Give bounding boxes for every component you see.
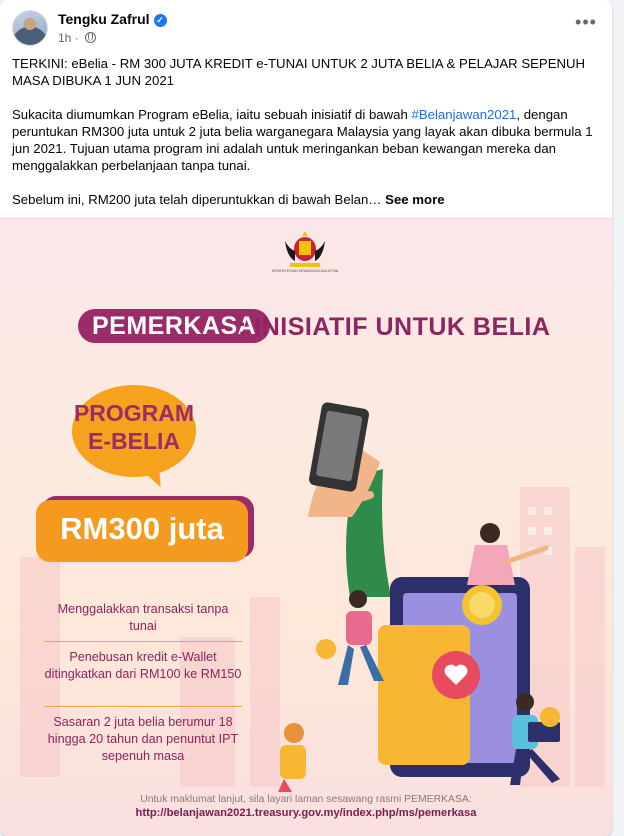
ministry-label: KEMENTERIAN KEWANGAN MALAYSIA bbox=[271, 269, 339, 273]
title-rest: : INISIATIF UNTUK BELIA bbox=[238, 313, 551, 341]
feature-item-2: Penebusan kredit e-Wallet ditingkatkan dari RM100 ke RM150 bbox=[44, 650, 242, 681]
post-timestamp[interactable]: 1h bbox=[58, 31, 72, 45]
post-meta: 1h · bbox=[58, 31, 96, 45]
program-line-2: E-BELIA bbox=[88, 428, 180, 454]
footer-url: http://belanjawan2021.treasury.gov.my/index.php/ms/pemerkasa bbox=[135, 807, 477, 819]
feature-divider bbox=[44, 706, 242, 707]
feature-item-1: Menggalakkan transaksi tanpa tunai bbox=[57, 602, 229, 633]
feature-item-3: Sasaran 2 juta belia berumur 18 hingga 20 tahun dan penuntut IPT sepenuh masa bbox=[47, 715, 239, 763]
program-label bbox=[72, 399, 196, 455]
body-text-before: Sukacita diumumkan Program eBelia, iaitu sebuah inisiatif di bawah bbox=[12, 107, 412, 122]
post-text bbox=[12, 55, 604, 225]
post-headline: TERKINI: eBelia - RM 300 JUTA KREDIT e-TUNAI UNTUK 2 JUTA BELIA & PELAJAR SEPENUH MASA DIBUKA 1 JUN 2021 bbox=[12, 56, 586, 88]
author-name[interactable]: Tengku Zafrul bbox=[58, 11, 150, 27]
author-name-row bbox=[58, 11, 167, 27]
footer-note: Untuk maklumat lanjut, sila layari laman sesawang rasmi PEMERKASA: bbox=[140, 794, 472, 805]
post-image[interactable] bbox=[0, 217, 612, 836]
title-pill: PEMERKASA bbox=[78, 309, 270, 343]
ministry-crest-logo bbox=[280, 231, 330, 269]
more-options-icon[interactable]: ••• bbox=[575, 12, 597, 32]
youth-illustration bbox=[260, 367, 612, 792]
truncated-text: Sebelum ini, RM200 juta telah diperuntukkan di bawah Belan… bbox=[12, 192, 382, 207]
verified-badge-icon: ✓ bbox=[154, 14, 167, 27]
post-body-truncated bbox=[12, 191, 604, 208]
program-line-1: PROGRAM bbox=[73, 400, 195, 426]
post-header bbox=[12, 10, 602, 50]
hashtag-link[interactable]: #Belanjawan2021 bbox=[411, 107, 517, 122]
feature-divider bbox=[44, 641, 242, 642]
post-body bbox=[12, 106, 604, 174]
globe-icon bbox=[85, 32, 96, 43]
body-text-after: , dengan peruntukan RM300 juta untuk 2 juta belia warganegara Malaysia yang layak akan dibuka bermula 1 jun 2021. Tujuan utama program ini adalah untuk meringankan beban kewangan mereka dan menggalakkan perbelanjaan tanpa tunai. bbox=[12, 107, 593, 173]
amount-label: RM300 juta bbox=[60, 511, 224, 546]
see-more-button[interactable]: See more bbox=[385, 192, 445, 207]
author-avatar[interactable] bbox=[12, 10, 48, 46]
